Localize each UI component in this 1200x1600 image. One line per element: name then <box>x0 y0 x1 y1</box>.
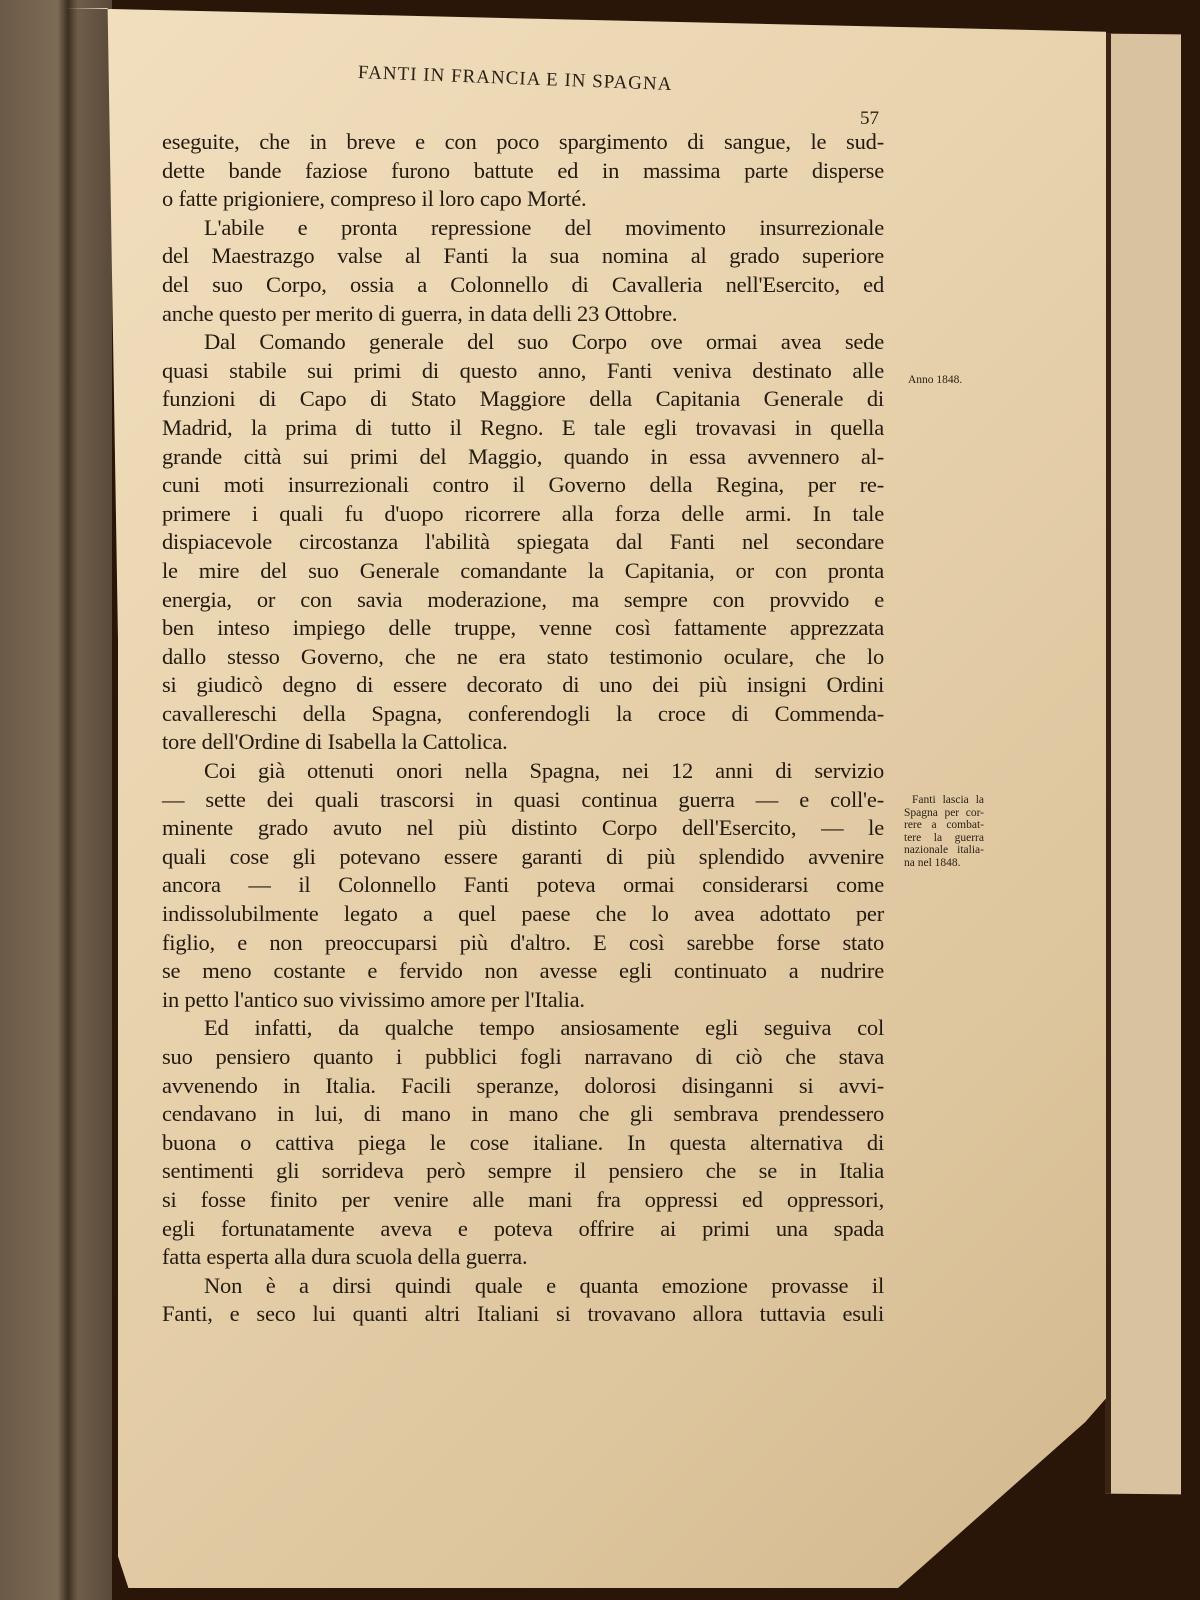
text-line: primere i quali fu d'uopo ricorrere alla forza delle armi. In tale <box>162 500 884 526</box>
text-line: le mire del suo Generale comandante la Capitania, or con pronta <box>162 557 884 583</box>
text-line: quasi stabile sui primi di questo anno, Fanti veniva destinato alle <box>162 357 884 383</box>
underlying-page-edge <box>1105 34 1181 1495</box>
text-line: indissolubilmente legato a quel paese che lo avea adottato per <box>162 901 884 927</box>
text-line: sentimenti gli sorrideva però sempre il pensiero che se in Italia <box>162 1158 884 1184</box>
text-line: — sette dei quali trascorsi in quasi continua guerra — e coll'e- <box>162 786 884 812</box>
text-line: ben inteso impiego delle truppe, venne così fattamente apprezzata <box>162 615 884 641</box>
text-line: quali cose gli potevano essere garanti di più splendido avvenire <box>162 843 884 869</box>
text-line: dispiacevole circostanza l'abilità spiegata dal Fanti nel secondare <box>162 529 884 555</box>
text-line: fatta esperta alla dura scuola della guerra. <box>162 1244 528 1270</box>
paragraph-start: Coi già ottenuti onori nella Spagna, nei 12 anni di servizio <box>204 758 884 784</box>
paragraph-start: Dal Comando generale del suo Corpo ove ormai avea sede <box>204 329 884 355</box>
text-line: del Maestrazgo valse al Fanti la sua nomina al grado superiore <box>162 243 884 269</box>
text-line: se meno costante e fervido non avesse egli continuato a nudrire <box>162 958 884 984</box>
margin-note-line: nazionale italia- <box>904 844 984 856</box>
facing-page-edge <box>0 0 112 1600</box>
text-line: o fatte prigioniere, compreso il loro capo Morté. <box>162 186 587 212</box>
text-line: si giudicò degno di essere decorato di uno dei più insigni Ordini <box>162 672 884 698</box>
running-head: FANTI IN FRANCIA E IN SPAGNA <box>357 62 673 96</box>
paragraph-start: L'abile e pronta repressione del movimento insurrezionale <box>204 214 884 240</box>
text-line: si fosse finito per venire alle mani fra oppressi ed oppressori, <box>162 1186 884 1212</box>
margin-note-text: Anno 1848. <box>908 374 963 386</box>
margin-note-line: na nel 1848. <box>904 856 961 869</box>
text-line: buona o cattiva piega le cose italiane. In questa alternativa di <box>162 1129 884 1155</box>
text-line: figlio, e non preoccuparsi più d'altro. E così sarebbe forse stato <box>162 929 884 955</box>
margin-note-year <box>908 374 962 387</box>
paragraph-start: Ed infatti, da qualche tempo ansiosamente egli seguiva col <box>204 1015 884 1041</box>
margin-note-line: Spagna per cor- <box>904 806 984 819</box>
text-line: grande città sui primi del Maggio, quando in essa avvennero al- <box>162 443 884 469</box>
text-line: cuni moti insurrezionali contro il Governo della Regina, per re- <box>162 472 884 498</box>
text-line: cendavano in lui, di mano in mano che gli sembrava prendessero <box>162 1101 884 1127</box>
margin-note-line: Fanti lascia la <box>912 794 984 806</box>
margin-note-leave-spain <box>904 794 984 869</box>
text-line: eseguite, che in breve e con poco spargimento di sangue, le sud- <box>162 129 884 154</box>
book-gutter <box>58 0 78 1600</box>
text-line: tore dell'Ordine di Isabella la Cattolica. <box>162 729 508 755</box>
text-line: energia, or con savia moderazione, ma sempre con provvido e <box>162 586 884 612</box>
margin-note-line: rere a combat- <box>904 819 984 831</box>
text-line: anche questo per merito di guerra, in data delli 23 Ottobre. <box>162 300 678 326</box>
text-line: egli fortunatamente aveva e poteva offrire ai primi una spada <box>162 1215 884 1241</box>
text-line: in petto l'antico suo vivissimo amore per l'Italia. <box>162 986 585 1012</box>
text-line: Fanti, e seco lui quanti altri Italiani si trovavano allora tuttavia esuli <box>162 1301 884 1327</box>
text-line: dette bande faziose furono battute ed in massima parte disperse <box>162 157 884 183</box>
text-line: minente grado avuto nel più distinto Corpo dell'Esercito, — le <box>162 815 884 841</box>
margin-note-line: tere la guerra <box>904 831 984 844</box>
paragraph-start: Non è a dirsi quindi quale e quanta emozione provasse il <box>204 1272 884 1298</box>
text-line: suo pensiero quanto i pubblici fogli narravano di ciò che stava <box>162 1044 884 1069</box>
text-line: del suo Corpo, ossia a Colonnello di Cavalleria nell'Esercito, ed <box>162 271 884 297</box>
text-line: cavallereschi della Spagna, conferendogli la croce di Commenda- <box>162 700 884 726</box>
text-line: avvenendo in Italia. Facili speranze, dolorosi disinganni si avvi- <box>162 1072 884 1098</box>
page-number: 57 <box>860 108 879 129</box>
text-line: ancora — il Colonnello Fanti poteva ormai considerarsi come <box>162 872 884 898</box>
text-line: funzioni di Capo di Stato Maggiore della Capitania Generale di <box>162 386 884 412</box>
text-line: Madrid, la prima di tutto il Regno. E tale egli trovavasi in quella <box>162 414 884 440</box>
text-line: dallo stesso Governo, che ne era stato testimonio oculare, che lo <box>162 643 884 669</box>
body-text <box>162 128 884 1329</box>
